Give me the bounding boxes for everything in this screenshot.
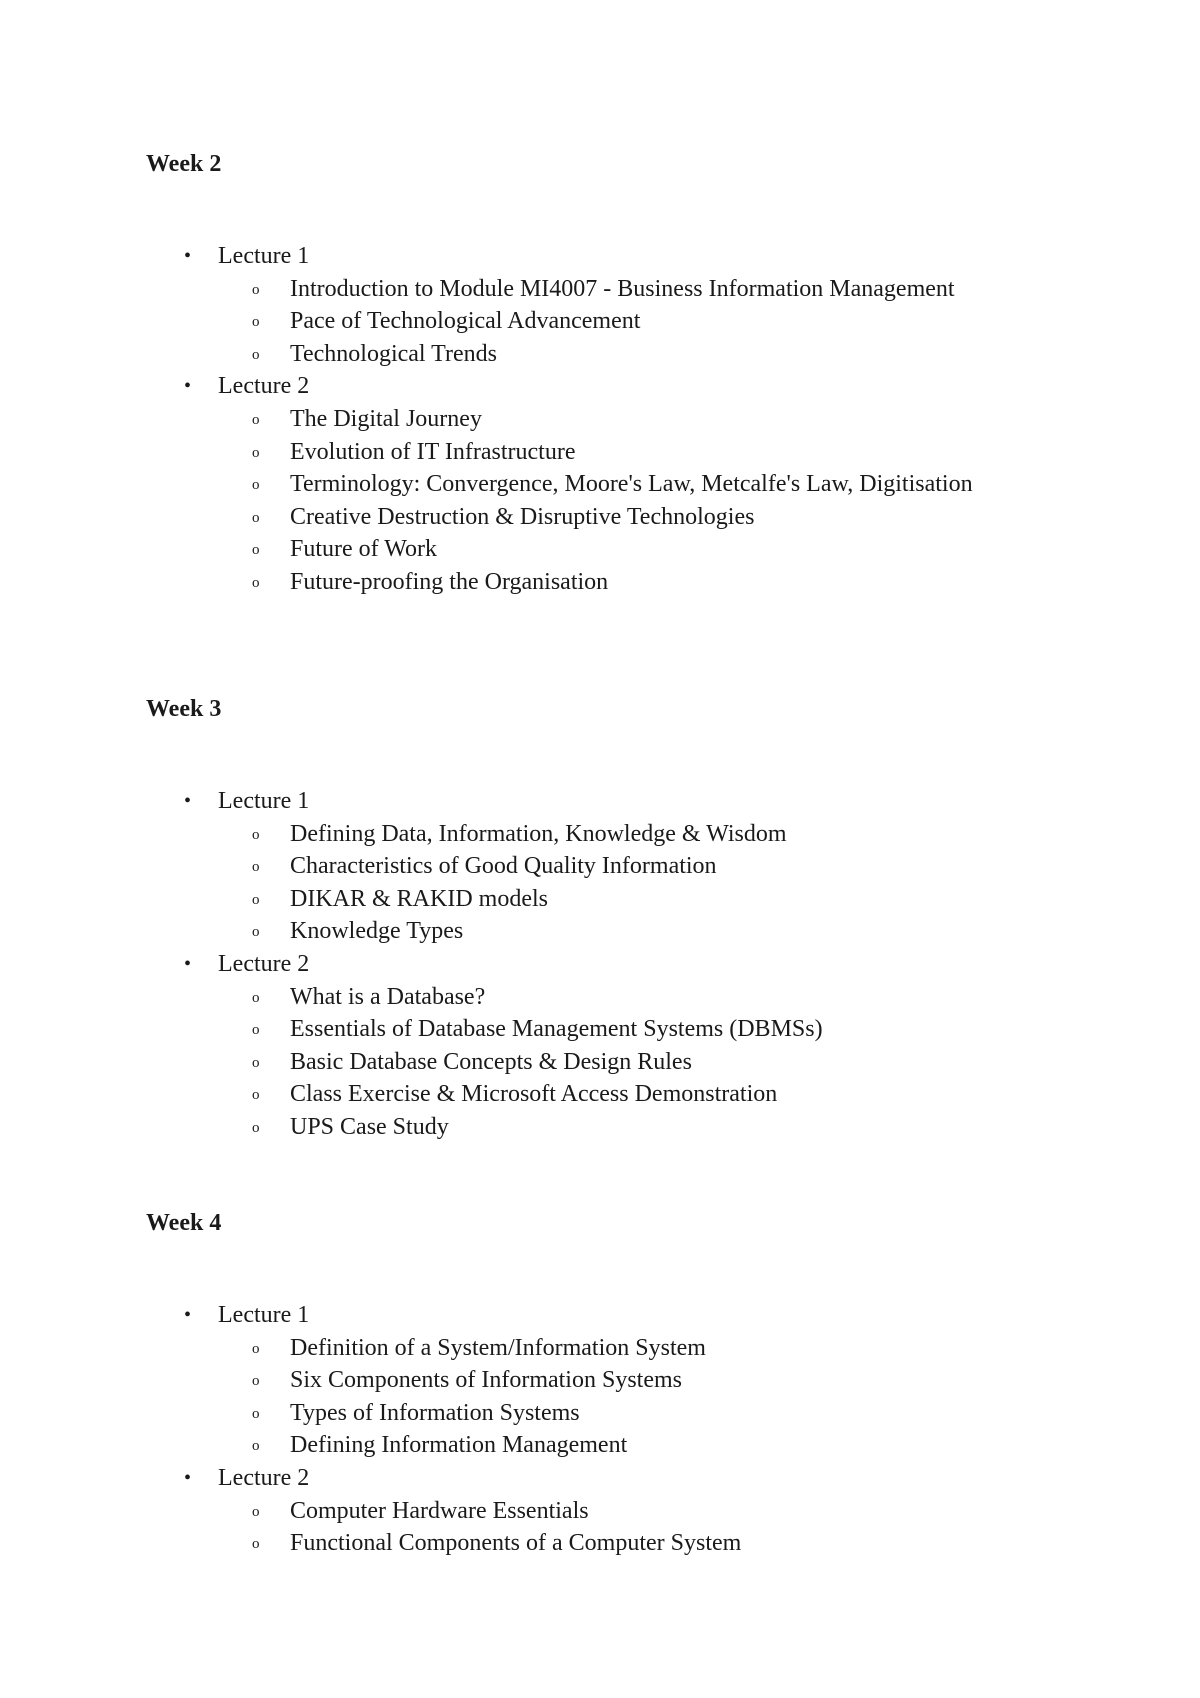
- lecture-item: [146, 785, 1106, 948]
- topic-text: DIKAR & RAKID models: [290, 885, 548, 912]
- topic-list: [218, 1332, 1106, 1462]
- topic-text: Basic Database Concepts & Design Rules: [290, 1048, 692, 1075]
- week-section: [146, 1207, 1106, 1560]
- topic-text: What is a Database?: [290, 983, 486, 1010]
- bullet-circle-icon: o: [252, 891, 260, 908]
- bullet-circle-icon: o: [252, 1405, 260, 1422]
- topic-item: [218, 1495, 1040, 1528]
- bullet-dot-icon: •: [184, 1466, 192, 1489]
- topic-item: [218, 403, 1040, 436]
- bullet-dot-icon: •: [184, 790, 192, 812]
- topic-item: [218, 1046, 1040, 1079]
- lecture-item: [146, 240, 1106, 370]
- bullet-circle-icon: o: [252, 924, 260, 941]
- topic-item: [218, 850, 1040, 883]
- topic-text: Characteristics of Good Quality Information: [290, 853, 717, 880]
- topic-text: Introduction to Module MI4007 - Business Information Management: [290, 275, 955, 302]
- bullet-circle-icon: o: [252, 411, 260, 428]
- topic-text: Class Exercise & Microsoft Access Demonstration: [290, 1081, 778, 1108]
- topic-text: UPS Case Study: [290, 1113, 449, 1140]
- bullet-dot-icon: •: [184, 375, 192, 398]
- topic-item: [218, 915, 1040, 948]
- topic-item: [218, 436, 1040, 469]
- topic-text: Defining Data, Information, Knowledge & Wisdom: [290, 820, 787, 847]
- lecture-label: Lecture 1: [218, 243, 310, 269]
- topic-item: [218, 1364, 1040, 1397]
- topic-item: [218, 1429, 1040, 1462]
- topic-text: Essentials of Database Management Systems (DBMSs): [290, 1016, 823, 1043]
- topic-text: Future of Work: [290, 536, 437, 563]
- topic-text: Six Components of Information Systems: [290, 1367, 682, 1394]
- lecture-label: Lecture 2: [218, 950, 310, 977]
- lecture-item: [146, 1299, 1106, 1462]
- bullet-circle-icon: o: [252, 1119, 260, 1136]
- topic-list: [218, 273, 1106, 371]
- lecture-list: [146, 785, 1106, 1144]
- topic-list: [218, 1495, 1106, 1560]
- topic-item: [218, 818, 1040, 851]
- bullet-circle-icon: o: [252, 859, 260, 876]
- topic-item: [218, 533, 1040, 566]
- lecture-label: Lecture 1: [218, 1302, 310, 1328]
- bullet-circle-icon: o: [252, 542, 260, 559]
- bullet-circle-icon: o: [252, 826, 260, 843]
- topic-list: [218, 403, 1106, 599]
- topic-item: [218, 1397, 1040, 1430]
- topic-item: [218, 1078, 1040, 1111]
- topic-item: [218, 501, 1040, 534]
- bullet-circle-icon: o: [252, 477, 260, 494]
- bullet-circle-icon: o: [252, 1340, 260, 1357]
- topic-item: [218, 981, 1040, 1014]
- week-section: [146, 148, 1106, 599]
- topic-list: [218, 818, 1106, 948]
- lecture-item: [146, 1462, 1106, 1560]
- bullet-circle-icon: o: [252, 314, 260, 331]
- bullet-circle-icon: o: [252, 346, 260, 363]
- topic-text: Future-proofing the Organisation: [290, 568, 609, 595]
- topic-item: [218, 273, 1040, 306]
- bullet-circle-icon: o: [252, 989, 260, 1006]
- topic-item: [218, 1332, 1040, 1365]
- lecture-list: [146, 1299, 1106, 1560]
- week-section: [146, 693, 1106, 1144]
- week-title: Week 4: [146, 1210, 222, 1236]
- topic-text: Pace of Technological Advancement: [290, 308, 641, 335]
- topic-text: Terminology: Convergence, Moore's Law, Metcalfe's Law, Digitisation: [290, 471, 973, 498]
- bullet-circle-icon: o: [252, 1438, 260, 1455]
- topic-text: Functional Components of a Computer System: [290, 1530, 742, 1557]
- bullet-dot-icon: •: [184, 952, 192, 975]
- bullet-dot-icon: •: [184, 245, 192, 267]
- lecture-item: [146, 948, 1106, 1144]
- bullet-circle-icon: o: [252, 574, 260, 591]
- bullet-circle-icon: o: [252, 1536, 260, 1553]
- topic-item: [218, 1013, 1040, 1046]
- bullet-circle-icon: o: [252, 444, 260, 461]
- lecture-label: Lecture 2: [218, 373, 310, 400]
- week-title: Week 3: [146, 696, 222, 722]
- topic-text: Evolution of IT Infrastructure: [290, 438, 576, 465]
- topic-text: Types of Information Systems: [290, 1399, 580, 1426]
- topic-item: [218, 883, 1040, 916]
- topic-item: [218, 566, 1040, 599]
- lecture-label: Lecture 1: [218, 788, 310, 814]
- bullet-circle-icon: o: [252, 509, 260, 526]
- topic-text: The Digital Journey: [290, 405, 482, 432]
- lecture-list: [146, 240, 1106, 599]
- lecture-label: Lecture 2: [218, 1464, 310, 1491]
- bullet-circle-icon: o: [252, 1087, 260, 1104]
- topic-item: [218, 338, 1040, 371]
- topic-text: Creative Destruction & Disruptive Technologies: [290, 503, 755, 530]
- bullet-circle-icon: o: [252, 1054, 260, 1071]
- topic-item: [218, 468, 1040, 501]
- bullet-circle-icon: o: [252, 1373, 260, 1390]
- bullet-circle-icon: o: [252, 1503, 260, 1520]
- topic-text: Knowledge Types: [290, 918, 464, 945]
- topic-item: [218, 1527, 1040, 1560]
- topic-item: [218, 1111, 1040, 1144]
- lecture-item: [146, 370, 1106, 598]
- topic-text: Defining Information Management: [290, 1432, 628, 1459]
- topic-text: Definition of a System/Information System: [290, 1334, 706, 1361]
- bullet-dot-icon: •: [184, 1304, 192, 1326]
- week-title: Week 2: [146, 151, 222, 177]
- topic-list: [218, 981, 1106, 1144]
- topic-text: Technological Trends: [290, 340, 497, 367]
- topic-item: [218, 305, 1040, 338]
- bullet-circle-icon: o: [252, 281, 260, 298]
- topic-text: Computer Hardware Essentials: [290, 1497, 589, 1524]
- bullet-circle-icon: o: [252, 1022, 260, 1039]
